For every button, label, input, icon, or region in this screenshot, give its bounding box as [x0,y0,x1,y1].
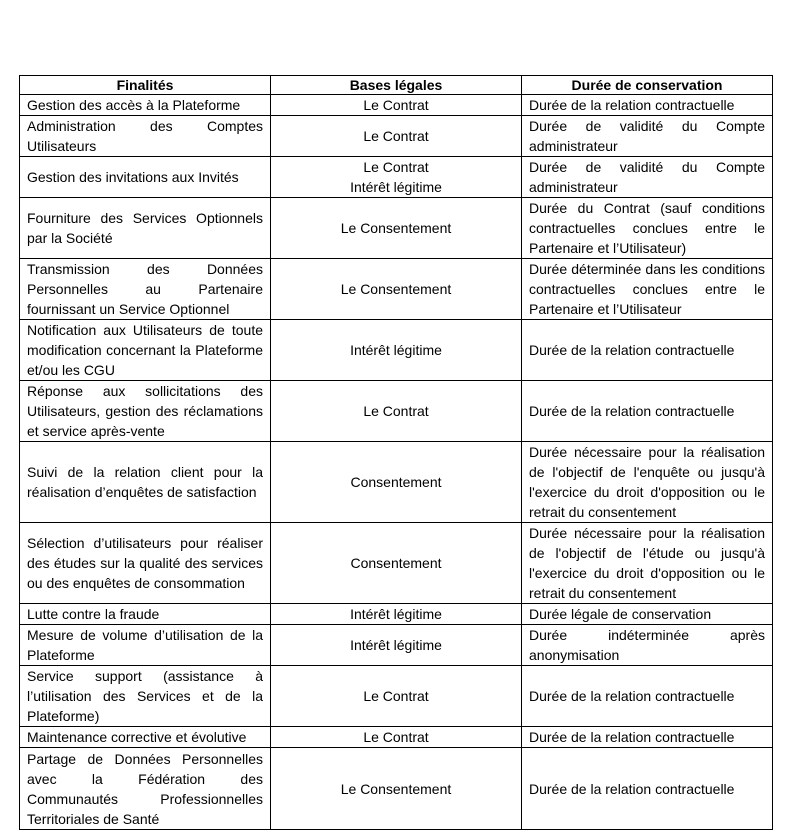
base-legale-cell [271,604,522,625]
finalite-cell: Transmission des Données Personnelles au Partenaire fournissant un Service Optionnel [20,259,271,320]
header-bases-legales: Bases légales [271,76,522,95]
table-row [20,727,773,748]
base-legale-cell [271,523,522,604]
table-row [20,157,773,198]
finalite-cell: Sélection d’utilisateurs pour réaliser des études sur la qualité des services ou des enquêtes de consommation [20,523,271,604]
base-legale-cell [271,95,522,116]
base-legale-line: Le Consentement [340,220,452,236]
duree-cell: Durée légale de conservation [522,604,773,625]
duree-cell: Durée de la relation contractuelle [522,727,773,748]
base-legale-line: Le Contrat [363,128,429,144]
table-row [20,666,773,727]
table-row [20,259,773,320]
base-legale-cell [271,727,522,748]
duree-cell: Durée déterminée dans les conditions contractuelles conclues entre le Partenaire et l’Utilisateur [522,259,773,320]
duree-cell: Durée indéterminée après anonymisation [522,625,773,666]
table-row [20,320,773,381]
base-legale-line: Le Contrat [363,403,429,419]
base-legale-line: Consentement [350,474,442,490]
table-row [20,625,773,666]
finalite-cell: Fourniture des Services Optionnels par la Société [20,198,271,259]
header-row [20,76,773,95]
duree-cell: Durée de validité du Compte administrateur [522,116,773,157]
duree-cell: Durée de la relation contractuelle [522,95,773,116]
base-legale-line: Le Consentement [340,780,452,797]
base-legale-cell [271,320,522,381]
duree-cell: Durée nécessaire pour la réalisation de l'objectif de l'enquête ou jusqu'à l'exercice du droit d'opposition ou le retrait du consentement [522,442,773,523]
table-row [20,523,773,604]
base-legale-cell [271,157,522,198]
duree-cell: Durée du Contrat (sauf conditions contractuelles conclues entre le Partenaire et l’Utilisateur) [522,198,773,259]
finalite-cell: Suivi de la relation client pour la réalisation d’enquêtes de satisfaction [20,442,271,523]
header-finalites: Finalités [20,76,271,95]
base-legale-line: Intérêt légitime [350,342,442,358]
base-legale-line: Le Contrat [363,97,429,113]
base-legale-line: Le Contrat [363,729,429,745]
base-legale-line: Le Contrat [363,688,429,704]
finalite-cell: Mesure de volume d’utilisation de la Plateforme [20,625,271,666]
data-retention-table [19,75,773,830]
table-row [20,748,773,830]
finalite-cell: Gestion des invitations aux Invités [20,157,271,198]
duree-cell: Durée de la relation contractuelle [522,666,773,727]
base-legale-line: Intérêt légitime [350,606,442,622]
base-legale-cell [271,625,522,666]
finalite-cell: Service support (assistance à l’utilisation des Services et de la Plateforme) [20,666,271,727]
base-legale-cell [271,116,522,157]
finalite-cell: Lutte contre la fraude [20,604,271,625]
duree-cell: Durée de la relation contractuelle [522,381,773,442]
finalite-cell: Maintenance corrective et évolutive [20,727,271,748]
table-row [20,198,773,259]
table-row [20,381,773,442]
finalite-cell: Administration des Comptes Utilisateurs [20,116,271,157]
table-row [20,95,773,116]
table-row [20,442,773,523]
finalite-cell: Notification aux Utilisateurs de toute modification concernant la Plateforme et/ou les CGU [20,320,271,381]
header-duree-conservation: Durée de conservation [522,76,773,95]
base-legale-cell [271,666,522,727]
base-legale-line: Intérêt légitime [350,637,442,653]
finalite-cell: Partage de Données Personnelles avec la Fédération des Communautés Professionnelles Territoriales de Santé [20,748,271,830]
table-row [20,604,773,625]
duree-cell: Durée de validité du Compte administrateur [522,157,773,198]
duree-cell: Durée de la relation contractuelle [522,748,773,830]
duree-cell: Durée nécessaire pour la réalisation de l'objectif de l'étude ou jusqu'à l'exercice du droit d'opposition ou le retrait du consentement [522,523,773,604]
base-legale-cell [271,259,522,320]
base-legale-line: Le Consentement [340,281,452,297]
base-legale-cell [271,442,522,523]
base-legale-cell [271,748,522,830]
finalite-cell: Réponse aux sollicitations des Utilisateurs, gestion des réclamations et service après-vente [20,381,271,442]
duree-cell: Durée de la relation contractuelle [522,320,773,381]
base-legale-line: Le Contrat [363,159,429,175]
base-legale-cell [271,198,522,259]
base-legale-cell [271,381,522,442]
base-legale-line: Intérêt légitime [350,179,442,195]
finalite-cell: Gestion des accès à la Plateforme [20,95,271,116]
base-legale-line: Consentement [350,555,442,571]
table-row [20,116,773,157]
